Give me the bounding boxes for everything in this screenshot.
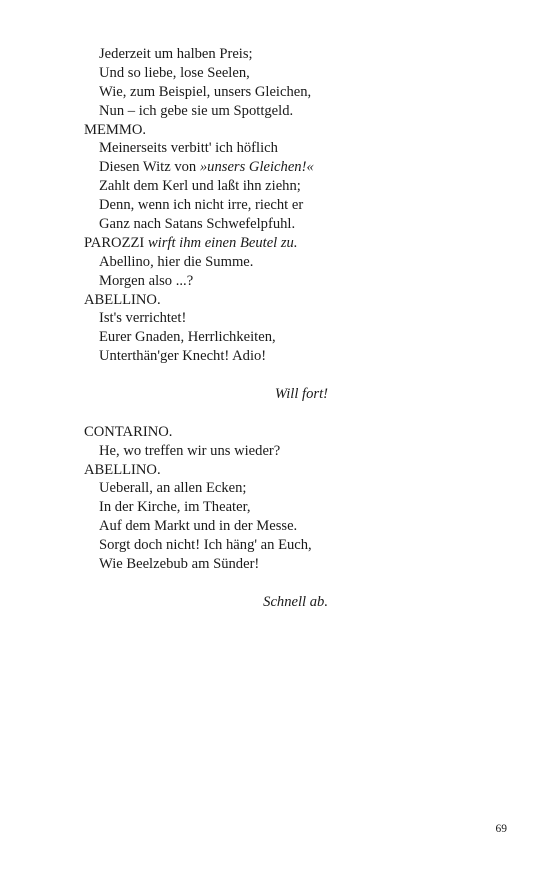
verse-line: Jederzeit um halben Preis; [99, 46, 253, 62]
verse-line: Wie Beelzebub am Sünder! [99, 556, 260, 573]
verse-line: Auf dem Markt und in der Messe. [99, 518, 298, 535]
verse-line: Morgen also ...? [99, 272, 194, 289]
speaker-name: MEMMO. [84, 121, 147, 138]
stage-direction: Will fort! [274, 386, 328, 403]
verse-line: Unterthän'ger Knecht! Adio! [99, 348, 267, 365]
verse-line: He, wo treffen wir uns wieder? [99, 442, 281, 459]
page-number: 69 [495, 823, 507, 835]
verse-text: Diesen Witz von [99, 159, 200, 176]
verse-line: In der Kirche, im Theater, [99, 499, 251, 516]
spacer [84, 404, 334, 423]
verse-line: Eurer Gnaden, Herrlichkeiten, [99, 329, 276, 346]
speaker-name: ABELLINO. [84, 461, 161, 478]
verse-line: Und so liebe, lose Seelen, [99, 64, 250, 81]
verse-line: Wie, zum Beispiel, unsers Gleichen, [99, 83, 312, 100]
verse-line: Sorgt doch nicht! Ich häng' an Euch, [99, 537, 312, 554]
speaker-name: CONTARINO. [84, 423, 173, 440]
verse-line: Ganz nach Satans Schwefelpfuhl. [99, 216, 296, 233]
verse-line [84, 158, 334, 177]
verse-line: Ueberall, an allen Ecken; [99, 480, 247, 497]
verse-line: Denn, wenn ich nicht irre, riecht er [99, 197, 304, 214]
speaker-name: ABELLINO. [84, 291, 161, 308]
verse-line: Zahlt dem Kerl und laßt ihn ziehn; [99, 178, 301, 195]
stage-direction: Schnell ab. [263, 593, 328, 610]
verse-line: Ist's verrichtet! [99, 310, 187, 327]
verse-line: Meinerseits verbitt' ich höflich [99, 140, 278, 157]
speaker-with-direction [84, 234, 334, 253]
spacer [84, 366, 334, 385]
spacer [84, 574, 334, 593]
speaker-name: PAROZZI [84, 234, 148, 251]
stage-direction: wirft ihm einen Beutel zu. [147, 234, 298, 251]
quoted-emphasis: »unsers Gleichen!« [199, 159, 314, 176]
verse-line: Nun – ich gebe sie um Spottgeld. [99, 102, 294, 119]
play-text [84, 45, 334, 612]
verse-line: Abellino, hier die Summe. [99, 253, 254, 270]
